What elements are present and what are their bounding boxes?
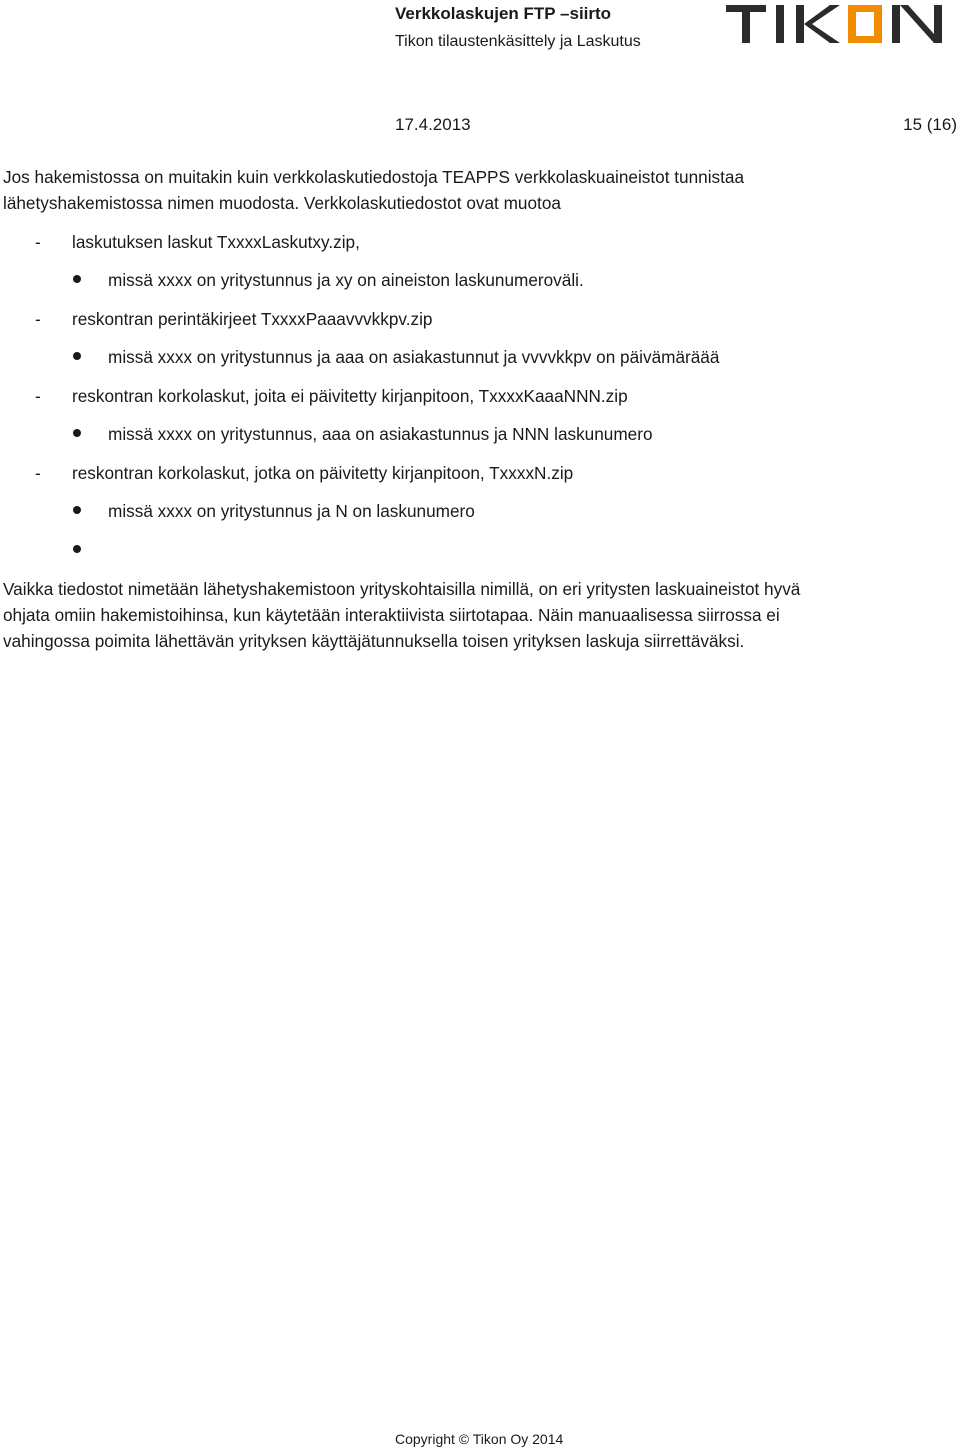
list-item-text: reskontran korkolaskut, jotka on päivitetty kirjanpitoon, TxxxxN.zip xyxy=(72,463,574,483)
list-dash: - xyxy=(35,232,41,252)
intro-line-1: Jos hakemistossa on muitakin kuin verkkolaskutiedostoja TEAPPS verkkolaskuaineistot tunnistaa xyxy=(3,167,745,187)
list-dash: - xyxy=(35,309,41,329)
bullet-icon xyxy=(73,506,81,514)
list-item-detail: missä xxxx on yritystunnus ja aaa on asiakastunnut ja vvvvkkpv on päivämäräää xyxy=(108,347,720,367)
document-date: 17.4.2013 xyxy=(395,115,471,134)
footer-copyright: Copyright © Tikon Oy 2014 xyxy=(395,1431,564,1447)
page-number: 15 (16) xyxy=(903,115,957,134)
intro-line-2: lähetyshakemistossa nimen muodosta. Verkkolaskutiedostot ovat muotoa xyxy=(3,193,561,213)
closing-line-3: vahingossa poimita lähettävän yrityksen käyttäjätunnuksella toisen yrityksen laskuja siirrettäväksi. xyxy=(3,631,745,651)
list-item-text: laskutuksen laskut TxxxxLaskutxy.zip, xyxy=(72,232,360,252)
header-subtitle: Tikon tilaustenkäsittely ja Laskutus xyxy=(395,33,641,50)
bullet-icon xyxy=(73,429,81,437)
header-title: Verkkolaskujen FTP –siirto xyxy=(395,4,612,23)
list-item-detail: missä xxxx on yritystunnus ja N on laskunumero xyxy=(108,501,475,521)
bullet-icon xyxy=(73,275,81,283)
closing-line-2: ohjata omiin hakemistoihinsa, kun käytetään interaktiivista siirtotapaa. Näin manuaalisessa siirrossa ei xyxy=(3,605,780,625)
tikon-logo xyxy=(726,3,950,45)
list-item-detail: missä xxxx on yritystunnus, aaa on asiakastunnus ja NNN laskunumero xyxy=(108,424,653,444)
list-item-detail: missä xxxx on yritystunnus ja xy on aineiston laskunumeroväli. xyxy=(108,270,584,290)
list-dash: - xyxy=(35,463,41,483)
list-dash: - xyxy=(35,386,41,406)
closing-line-1: Vaikka tiedostot nimetään lähetyshakemistoon yrityskohtaisilla nimillä, on eri yritysten laskuaineistot hyvä xyxy=(3,579,801,599)
bullet-icon xyxy=(73,545,81,553)
list-item-text: reskontran perintäkirjeet TxxxxPaaavvvkkpv.zip xyxy=(72,309,433,329)
bullet-icon xyxy=(73,352,81,360)
list-item-text: reskontran korkolaskut, joita ei päivitetty kirjanpitoon, TxxxxKaaaNNN.zip xyxy=(72,386,628,406)
